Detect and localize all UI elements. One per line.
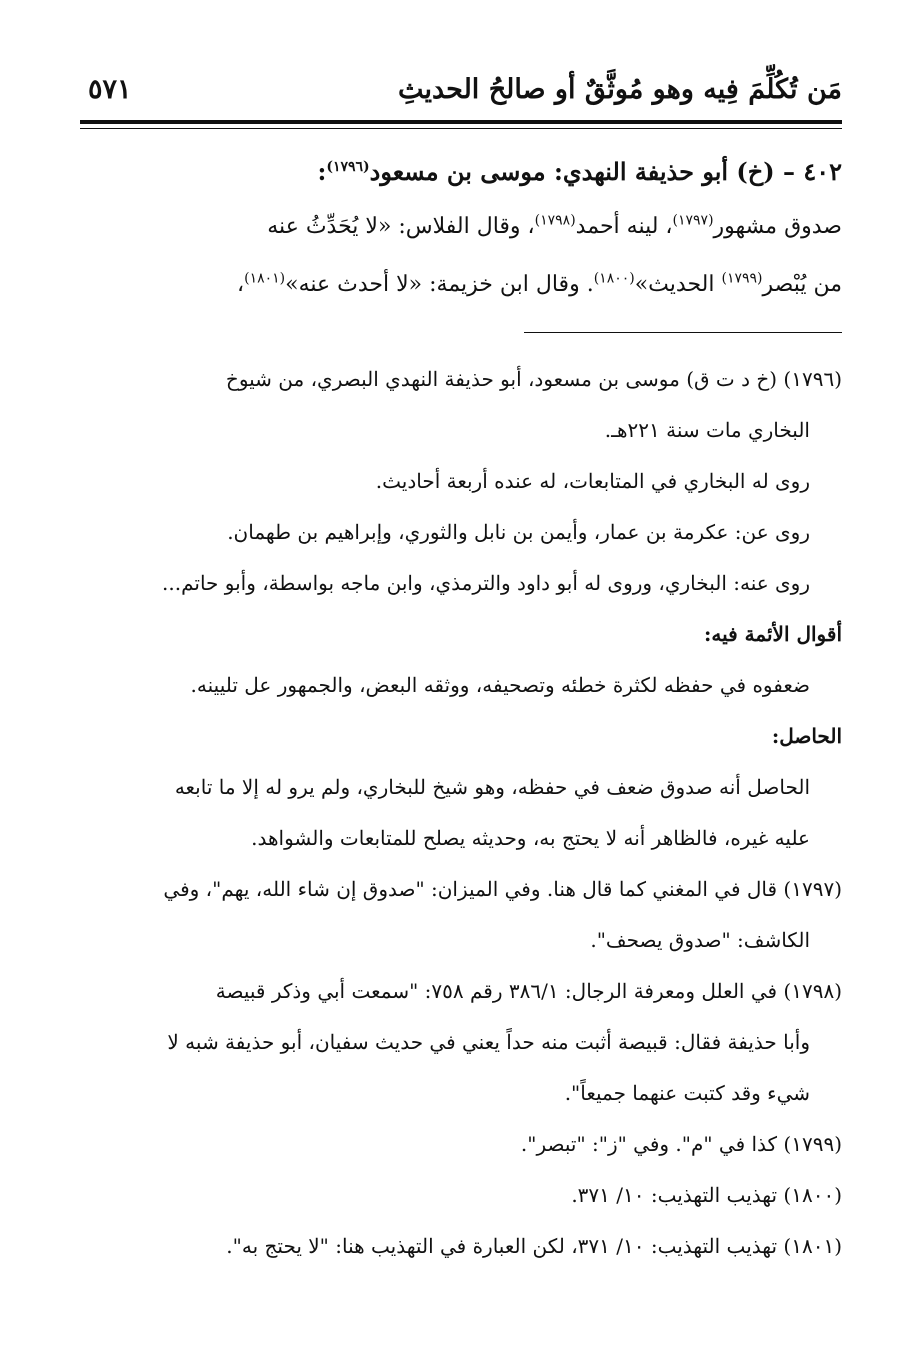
footnote-ref: (١٧٩٧) [672, 212, 714, 229]
entry-text: ، [237, 272, 245, 297]
footnote-separator [524, 332, 842, 333]
header-rule-thick [80, 120, 842, 124]
footnote-ref: (١٧٩٩) [721, 270, 763, 287]
footnote-line: البخاري مات سنة ٢٢١هـ. [604, 418, 810, 442]
footnote-line: روى عن: عكرمة بن عمار، وأيمن بن نابل والثوري، وإبراهيم بن طهمان. [227, 520, 810, 544]
entry-heading-text: ٤٠٢ – (خ) أبو حذيفة النهدي: موسى بن مسعود [369, 157, 842, 186]
footnote-ref: (١٧٩٨) [534, 212, 576, 229]
footnote-line: (١٧٩٧) قال في المغني كما قال هنا. وفي الميزان: "صدوق إن شاء الله، يهم"، وفي [163, 877, 842, 901]
entry-heading-end: : [317, 157, 327, 186]
entry-text: ، لينه أحمد [575, 214, 673, 239]
footnote-line: وأبا حذيفة فقال: قبيصة أثبت منه حداً يعني في حديث سفيان، أبو حذيفة شبه لا [167, 1030, 810, 1054]
footnote-line: (١٧٩٩) كذا في "م". وفي "ز": "تبصر". [520, 1132, 842, 1156]
footnote-ref: (١٨٠٠) [593, 270, 635, 287]
book-page [80, 0, 842, 1367]
page-header [80, 70, 842, 118]
entry-text: صدوق مشهور [713, 214, 842, 239]
entry-text: الحديث» [634, 272, 722, 297]
footnote-section-heading: الحاصل: [771, 724, 842, 748]
entry-heading-footnote-ref: (١٧٩٦) [326, 159, 370, 175]
footnote-line: (١٨٠١) تهذيب التهذيب: ١٠/ ٣٧١، لكن العبارة في التهذيب هنا: "لا يحتج به". [226, 1234, 842, 1258]
footnote-line: شيء وقد كتبت عنهما جميعاً". [564, 1081, 810, 1105]
running-title: مَن تُكُلِّمَ فِيه وهو مُوثَّقٌ أو صالحُ الحديثِ [397, 74, 842, 105]
footnote-line: (١٧٩٦) (خ د ت ق) موسى بن مسعود، أبو حذيفة النهدي البصري، من شيوخ [225, 367, 842, 391]
footnote-line: الحاصل أنه صدوق ضعف في حفظه، وهو شيخ للبخاري، ولم يرو له إلا ما تابعه [174, 775, 810, 799]
footnote-line: روى له البخاري في المتابعات، له عنده أربعة أحاديث. [375, 469, 810, 493]
footnote-line: ضعفوه في حفظه لكثرة خطئه وتصحيفه، ووثقه البعض، والجمهور عل تليينه. [190, 673, 810, 697]
footnote-line: الكاشف: "صدوق يصحف". [590, 928, 810, 952]
footnote-line: (١٧٩٨) في العلل ومعرفة الرجال: ٣٨٦/١ رقم ٧٥٨: "سمعت أبي وذكر قبيصة [215, 979, 842, 1003]
entry-body [80, 198, 842, 314]
footnote-section-heading: أقوال الأئمة فيه: [704, 622, 842, 646]
entry-text: ، وقال الفلاس: «لا يُحَدِّثُ عنه [267, 214, 535, 239]
entry-text: . وقال ابن خزيمة: «لا أحدث عنه» [285, 272, 594, 297]
biography-entry [80, 146, 842, 314]
footnote-line: (١٨٠٠) تهذيب التهذيب: ١٠/ ٣٧١. [571, 1183, 842, 1207]
entry-text: من يُبْصر [762, 272, 842, 297]
footnote-line: روى عنه: البخاري، وروى له أبو داود والترمذي، وابن ماجه بواسطة، وأبو حاتم... [162, 571, 810, 595]
footnote-ref: (١٨٠١) [244, 270, 286, 287]
entry-body-line [80, 256, 842, 314]
footnotes [80, 354, 842, 1272]
entry-heading [80, 146, 842, 198]
header-rule-thin [80, 128, 842, 129]
page-number: ٥٧١ [88, 74, 132, 105]
entry-body-line [80, 198, 842, 256]
footnote-line: عليه غيره، فالظاهر أنه لا يحتج به، وحديثه يصلح للمتابعات والشواهد. [251, 826, 810, 850]
